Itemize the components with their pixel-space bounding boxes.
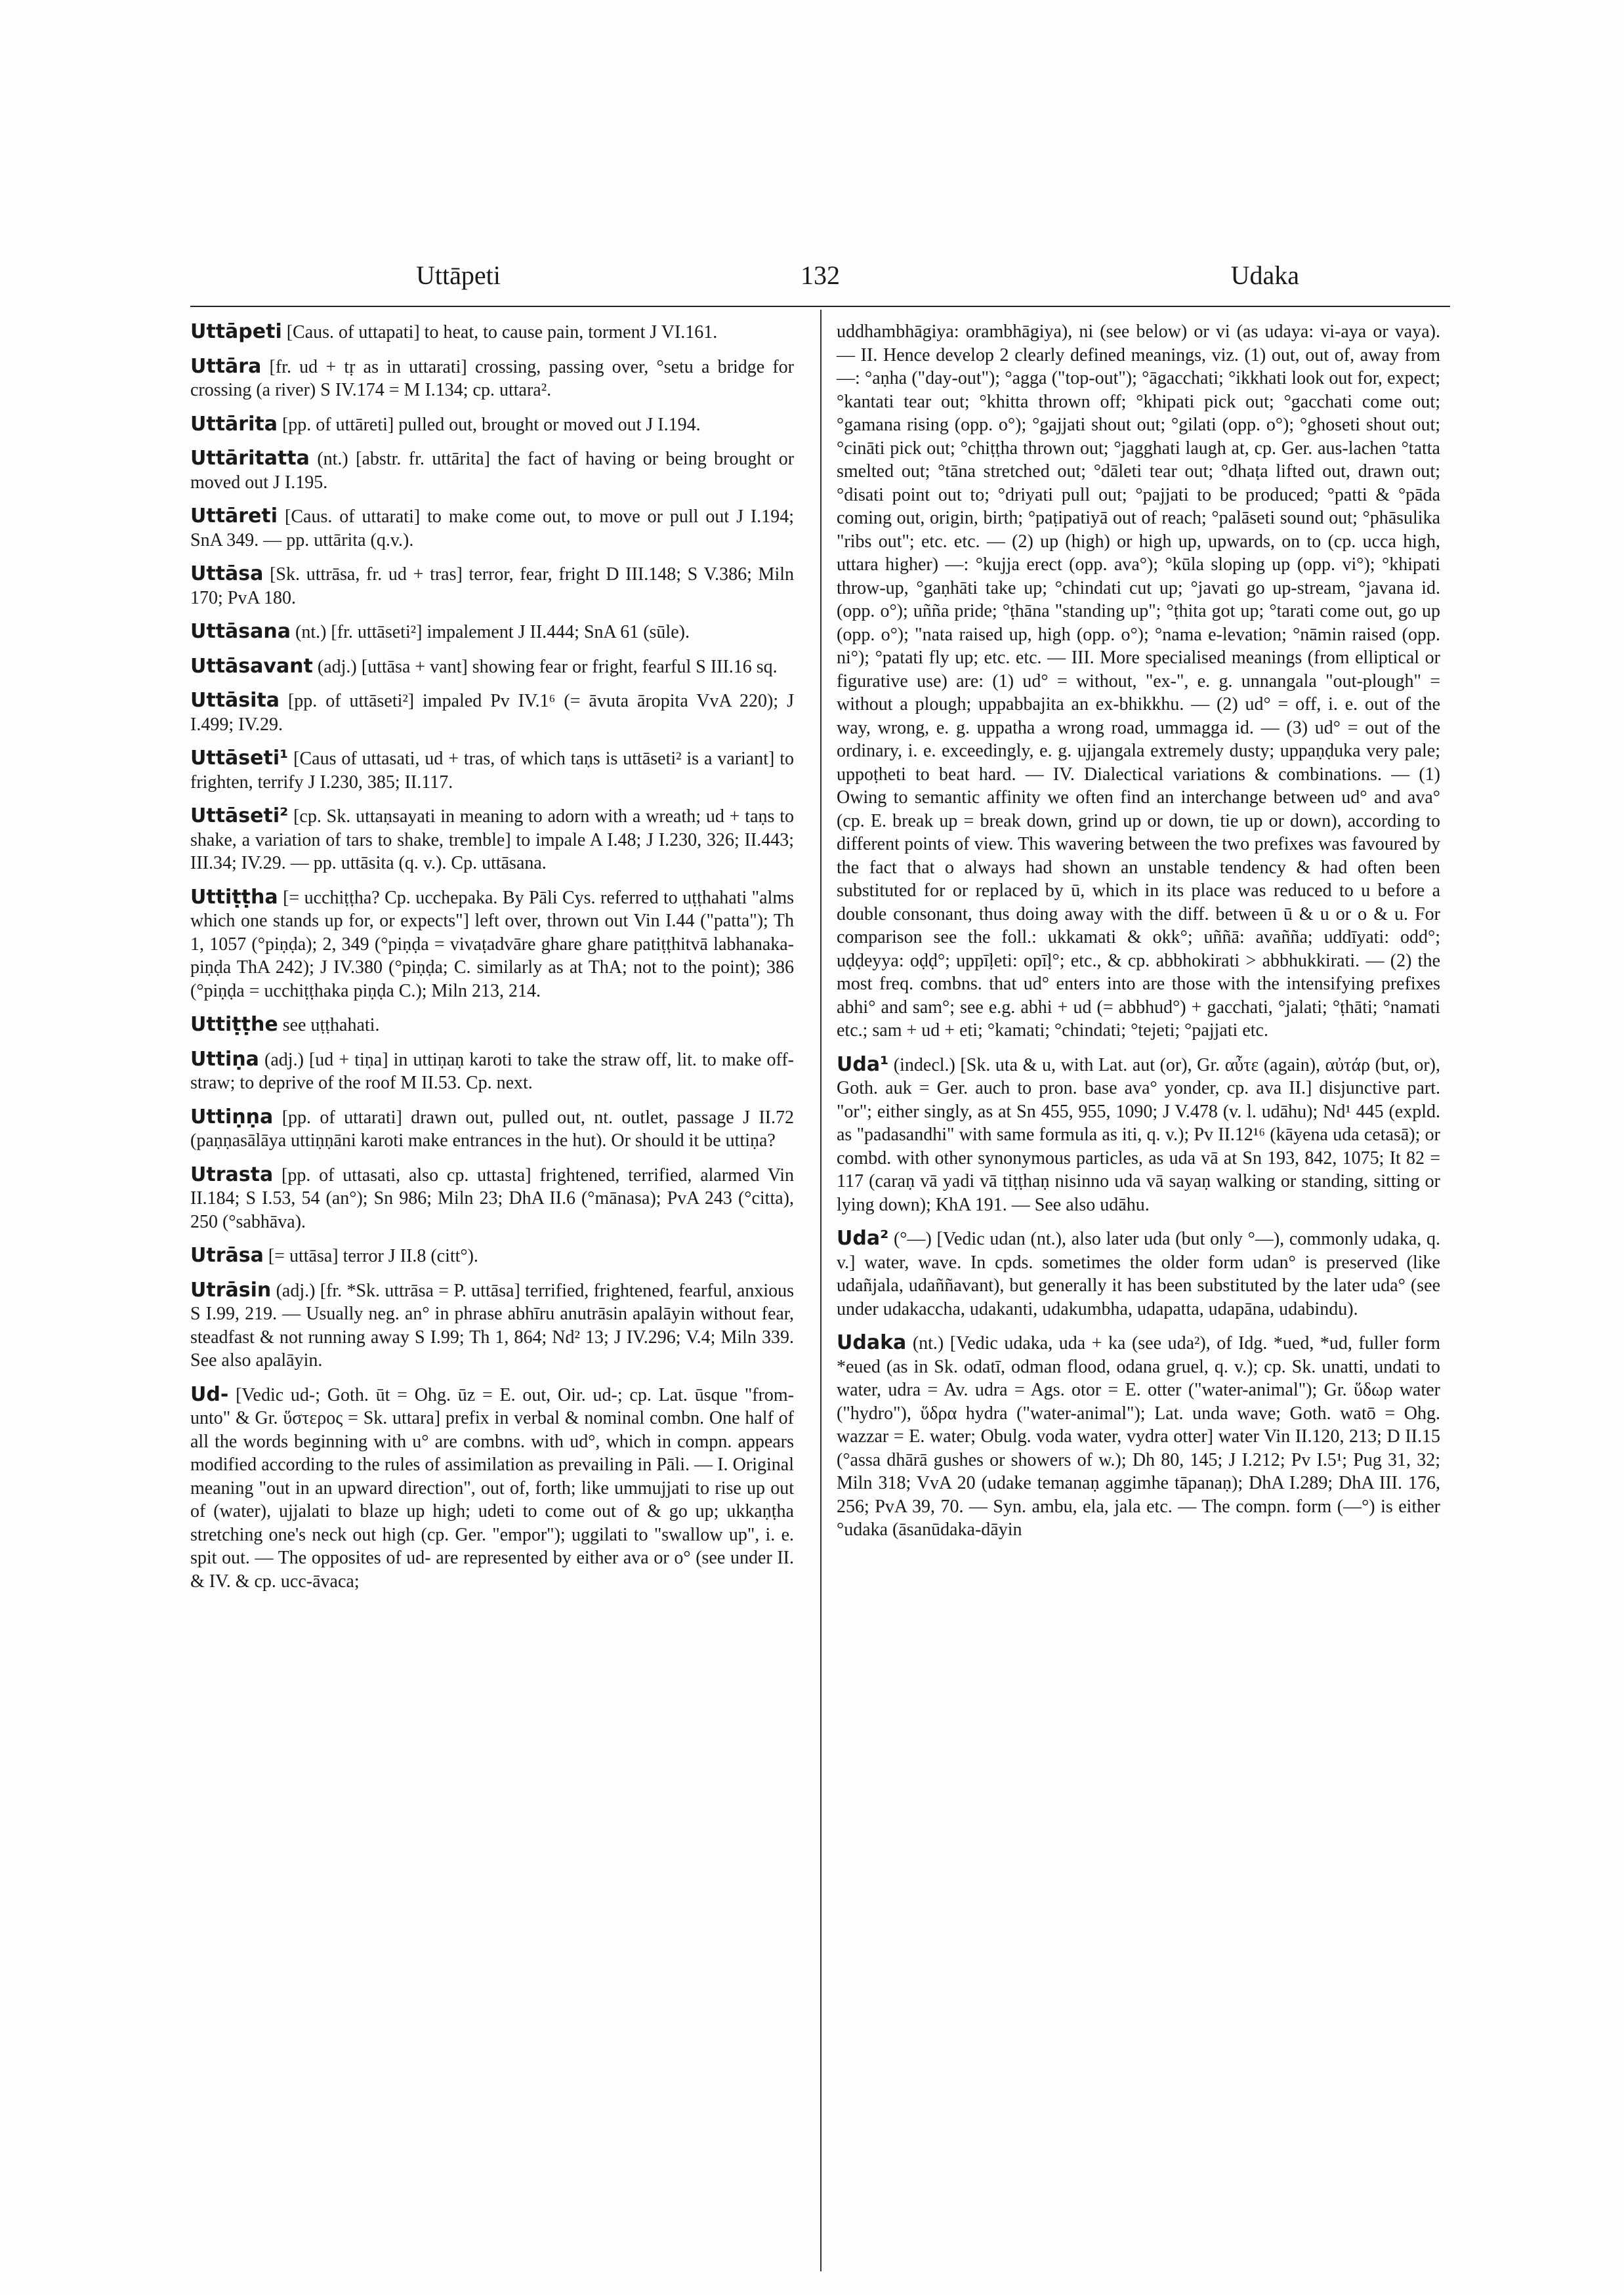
- dictionary-entry: [190, 355, 794, 402]
- headword: Uttāsita: [190, 689, 280, 712]
- headword: Uttiṇa: [190, 1047, 259, 1071]
- entry-text: (adj.) [uttāsa + vant] showing fear or fright, fearful S III.16 sq.: [317, 656, 778, 677]
- headword: Uttāreti: [190, 505, 278, 527]
- entry-text: [= uttāsa] terror J II.8 (citt°).: [268, 1246, 478, 1266]
- entry-text: see uṭṭhahati.: [282, 1015, 380, 1035]
- dictionary-entry: [190, 804, 794, 875]
- dictionary-entry: [190, 689, 794, 736]
- entry-text: [pp. of uttarati] drawn out, pulled out, nt. outlet, passage J II.72 (paṇṇasālāya uttiṇṇāni karoti make entrances in the hut). Or should it be uttiṇa?: [190, 1107, 795, 1151]
- dictionary-entry: [190, 1383, 794, 1594]
- column-divider: [820, 310, 822, 2271]
- entry-text: [Caus. of uttarati] to make come out, to move or pull out J I.194; SnA 349. — pp. uttārita (q.v.).: [190, 507, 795, 550]
- headword: Uttāpeti: [190, 320, 282, 343]
- entry-text: (nt.) [abstr. fr. uttārita] the fact of having or being brought or moved out J I.195.: [190, 449, 795, 493]
- page-number: 132: [801, 260, 840, 290]
- entry-text: [pp. of uttasati, also cp. uttasta] frightened, terrified, alarmed Vin II.184; S I.53, 54 (an°); Sn 986; Miln 23; DhA II.6 (°mānasa); PvA 243 (°citta), 250 (°sabhāva).: [190, 1165, 795, 1232]
- headword: Uttiṭṭhe: [190, 1013, 278, 1036]
- entry-text: (adj.) [fr. *Sk. uttrāsa = P. uttāsa] terrified, frightened, fearful, anxious S I.99, 219. — Usually neg. an° in phrase abhīru anutrāsin apalāyin without fear, steadfast & not running away S I.99; Th 1, 864; Nd² 13; J IV.296; V.4; Miln 339. See also apalāyin.: [190, 1280, 794, 1371]
- headword: Udaka: [837, 1331, 907, 1354]
- entry-text: [fr. ud + tṛ as in uttarati] crossing, passing over, °setu a bridge for crossing (a river) S IV.174 = M I.134; cp. uttara².: [190, 356, 794, 400]
- dictionary-entry: [190, 562, 794, 610]
- headword: Uttāsa: [190, 562, 264, 585]
- dictionary-entry: [837, 1331, 1440, 1542]
- entry-text: (adj.) [ud + tiṇa] in uttiṇaṇ karoti to take the straw off, lit. to make off-straw; to deprive of the roof M II.53. Cp. next.: [190, 1049, 794, 1093]
- dictionary-entry: [190, 1163, 794, 1234]
- page-header: [190, 257, 1450, 299]
- dictionary-entry: [190, 886, 794, 1003]
- headword: Utrasta: [190, 1163, 274, 1186]
- entry-text: [Caus of uttasati, ud + tras, of which taṇs is uttāseti² is a variant] to frighten, terrify J I.230, 385; II.117.: [190, 749, 794, 793]
- running-head-left: Uttāpeti: [416, 260, 501, 290]
- entry-text: [pp. of uttāseti²] impaled Pv IV.1⁶ (= āvuta āropita VvA 220); J I.499; IV.29.: [190, 691, 795, 735]
- dictionary-entry: [190, 1279, 794, 1373]
- entry-text: (°—) [Vedic udan (nt.), also later uda (but only °—), commonly udaka, q. v.] water, wave. In cpds. sometimes the older form udan° is preserved (like udañjala, udaññavant), but generally it has been substituted by the later uda° (see under udakaccha, udakanti, udakumbha, udapatta, udapāna, udabindu).: [837, 1229, 1440, 1319]
- headword: Uda¹: [837, 1052, 889, 1076]
- headword: Uttāsavant: [190, 654, 313, 678]
- headword: Utrāsin: [190, 1278, 272, 1302]
- continued-entry: [837, 320, 1440, 1043]
- headword: Uttārita: [190, 412, 278, 436]
- dictionary-entry: [190, 1106, 794, 1153]
- dictionary-entry: [190, 655, 794, 679]
- entry-text: [cp. Sk. uttaṇsayati in meaning to adorn with a wreath; ud + taṇs to shake, a variation of tars to shake, tremble] to impale A I.48; J I.230, 326; II.443; III.34; IV.29. — pp. uttāsita (q. v.). Cp. uttāsana.: [190, 806, 795, 873]
- headword: Uttiṇṇa: [190, 1105, 274, 1128]
- dictionary-entry: [190, 1244, 794, 1268]
- header-rule: [190, 306, 1450, 307]
- dictionary-entry: [190, 413, 794, 437]
- dictionary-entry: [190, 1048, 794, 1095]
- entry-text: [= ucchiṭṭha? Cp. ucchepaka. By Pāli Cys. referred to uṭṭhahati "alms which one stands up for, or expects"] left over, thrown out Vin I.44 ("patta"); Th 1, 1057 (°piṇḍa); 2, 349 (°piṇḍa = vivaṭadvāre ghare ghare patiṭṭhitvā labhanaka-piṇḍa ThA 242); J IV.380 (°piṇḍa; C. similarly as at ThA; not to the point); 386 (°piṇḍa = ucchiṭṭhaka piṇḍa C.); Miln 213, 214.: [190, 887, 794, 1001]
- left-column: [190, 320, 794, 1603]
- entry-text: (nt.) [Vedic udaka, uda + ka (see uda²), of Idg. *ued, *ud, fuller form *eued (as in Sk. odatī, odman flood, odana gruel, q. v.); cp. Sk. unatti, undati to water, udra = Av. udra = Ags. otor = E. otter ("water-animal"); Gr. ὕδωρ water ("hydro"), ὕδρα hydra ("water-animal"); Lat. unda wave; Goth. watō = Ohg. wazzar = E. water; Obulg. voda water, vydra otter] water Vin II.120, 213; D II.15 (°assa dhārā gushes or showers of w.); Dh 80, 145; J I.212; Pv I.5¹; Pug 31, 32; Miln 318; VvA 20 (udake temanaṇ aggimhe tāpanaṇ); DhA I.289; DhA III. 176, 256; PvA 39, 70. — Syn. ambu, ela, jala etc. — The compn. form (—°) is either °udaka (āsanūdaka-dāyin: [837, 1333, 1440, 1540]
- headword: Uttiṭṭha: [190, 885, 278, 909]
- entry-text: [Sk. uttrāsa, fr. ud + tras] terror, fear, fright D III.148; S V.386; Miln 170; PvA 180.: [190, 564, 795, 608]
- running-head-right: Udaka: [1230, 260, 1299, 290]
- headword: Uttāsana: [190, 620, 291, 643]
- headword: Uttāseti²: [190, 804, 289, 827]
- entry-text: [Vedic ud-; Goth. ūt = Ohg. ūz = E. out, Oir. ud-; cp. Lat. ūsque "from-unto" & Gr. ὕστερος = Sk. uttara] prefix in verbal & nominal combn. One half of all the words beginning with u° are combns. with ud°, which in compn. appears modified according to the rules of assimilation as prevailing in Pāli. — I. Original meaning "out in an upward direction", out of, forth; like ummujjati to rise up out of (water), ujjalati to blaze up high; udeti to come out of & go up; ukkaṇṭha stretching one's neck out high (cp. Ger. "empor"); uggilati to "swallow up", i. e. spit out. — The opposites of ud- are represented by either ava or o° (see under II. & IV. & cp. ucc-āvaca;: [190, 1384, 794, 1592]
- dictionary-entry: [837, 1227, 1440, 1321]
- entry-text: [pp. of uttāreti] pulled out, brought or moved out J I.194.: [281, 414, 701, 435]
- headword: Uttāritatta: [190, 447, 310, 470]
- entry-text: (indecl.) [Sk. uta & u, with Lat. aut (or), Gr. αὖτε (again), αὐτάρ (but, or), Goth. auk = Ger. auch to pron. base ava° yonder, cp. ava II.] disjunctive part. "or"; either singly, as at Sn 455, 955, 1090; J V.478 (v. l. udāhu); Nd¹ 445 (expld. as "padasandhi" with same formula as iti, q. v.); Pv II.12¹⁶ (kāyena uda cetasā); or combd. with other synonymous particles, as uda vā at Sn 193, 842, 1075; It 82 = 117 (caraṇ vā yadi vā tiṭṭhaṇ nisinno uda vā sayaṇ walking or standing, sitting or lying down); KhA 191. — See also udāhu.: [837, 1054, 1440, 1215]
- dictionary-entry: [190, 620, 794, 644]
- dictionary-entry: [190, 447, 794, 494]
- entry-text: uddhambhāgiya: orambhāgiya), ni (see below) or vi (as udaya: vi-aya or vaya). — II. Hence develop 2 clearly defined meanings, viz. (1) out, out of, away from —: °aṇha ("day-out"); °agga ("top-out"); °āgacchati; °ikkhati look out for, expect; °kantati tear out; °khitta thrown off; °khipati pick out; °gacchati come out; °gamana rising (opp. o°); °gajjati shout out; °gilati (opp. o°); °ghoseti shout out; °cināti pick out; °chiṭṭha thrown out; °jagghati laugh at, cp. Ger. aus-lachen °tatta smelted out; °tāna stretched out; °dāleti tear out; °dhaṭa lifted out, drawn out; °disati point out to; °driyati pull out; °pajjati to be produced; °patti & °pāda coming out, origin, birth; °paṭipatiyā out of reach; °palāseti sound out; °phāsulika "ribs out"; etc. etc. — (2) up (high) or high up, upwards, on to (cp. ucca high, uttara higher) —: °kujja erect (opp. ava°); °kūla sloping up (opp. vi°); °khipati throw-up, °gaṇhāti take up; °chindati cut up; °javati go up-stream, °javana id. (opp. o°); uñña pride; °ṭhāna "standing up"; °ṭhita got up; °tarati come out, go up (opp. o°); "nata raised up, high (opp. o°); °nama e-levation; °nāmin raised (opp. ni°); °patati fly up; etc. etc. — III. More specialised meanings (from elliptical or figurative use) are: (1) ud° = without, "ex-", e. g. unnangala "out-plough" = without a plough; uppabbajita an ex-bhikkhu. — (2) ud° = off, i. e. out of the way, wrong, e. g. uppatha a wrong road, ummagga id. — (3) ud° = out of the ordinary, i. e. exceedingly, e. g. ujjangala extremely dusty; uppaṇḍuka very pale; uppoṭheti to beat hard. — IV. Dialectical variations & combinations. — (1) Owing to semantic affinity we often find an interchange between ud° and ava° (cp. E. break up = break down, grind up or down, tie up or down), according to different points of view. This wavering between the two prefixes was favoured by the fact that o always had shown an unstable tendency & had often been substituted for or replaced by ū, which in its place was reduced to u before a double consonant, thus doing away with the diff. between ū & u or o & u. For comparison see the foll.: ukkamati & okk°; uññā: avañña; uddīyati: odd°; uḍḍeyya: oḍḍ°; uppīḷeti: opīḷ°; etc., & cp. abbhokirati > abbhukkirati. — (2) the most freq. combns. that ud° enters into are those with the intensifying prefixes abhi° and sam°; see e.g. abhi + ud (= abbhud°) + gacchati, °jalati; °ṭhāti; °namati etc.; sam + ud + eti; °kamati; °chindati; °tejeti; °pajjati etc.: [837, 321, 1440, 1041]
- headword: Uttāseti¹: [190, 747, 289, 770]
- dictionary-entry: [190, 747, 794, 794]
- entry-text: [Caus. of uttapati] to heat, to cause pain, torment J VI.161.: [286, 322, 718, 342]
- entry-text: (nt.) [fr. uttāseti²] impalement J II.444; SnA 61 (sūle).: [295, 622, 690, 642]
- right-column: [837, 320, 1440, 1552]
- headword: Uttāra: [190, 354, 262, 378]
- dictionary-entry: [190, 320, 794, 344]
- dictionary-entry: [190, 1013, 794, 1037]
- headword: Ud-: [190, 1382, 229, 1406]
- dictionary-entry: [837, 1053, 1440, 1217]
- headword: Utrāsa: [190, 1244, 264, 1267]
- headword: Uda²: [837, 1227, 889, 1250]
- dictionary-entry: [190, 505, 794, 552]
